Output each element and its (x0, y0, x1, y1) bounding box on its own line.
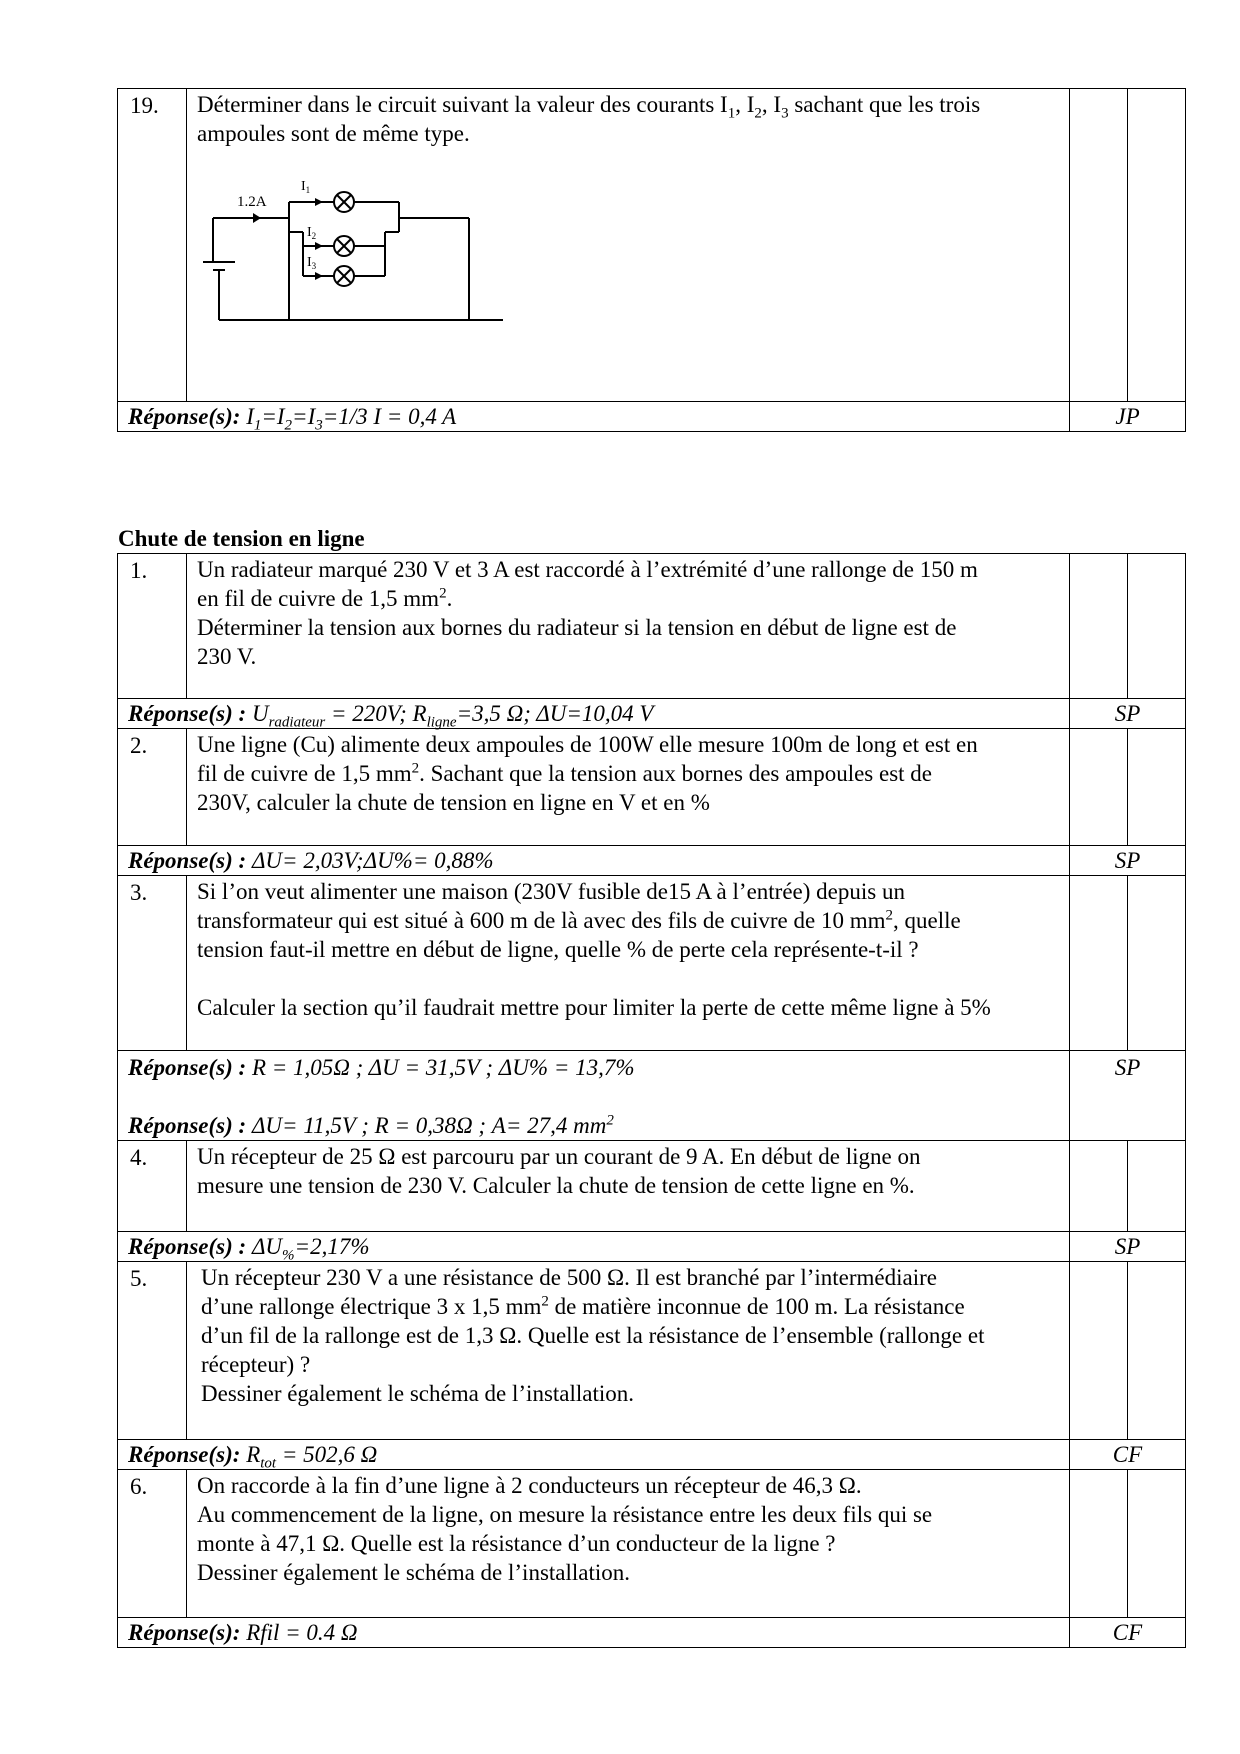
answer-row (118, 1232, 1186, 1262)
current-arrow-i3 (315, 272, 323, 280)
author-code: CF (1070, 1618, 1186, 1648)
questions-block (117, 553, 1186, 1648)
parallel-circuit-diagram (203, 172, 503, 362)
answer-row (118, 1618, 1186, 1648)
mark-cell (1070, 89, 1128, 402)
current-arrow-i1 (315, 198, 323, 206)
mark-cell (1070, 729, 1128, 846)
branch-label-i3: $I_3$ (307, 255, 317, 271)
answer-text: Réponse(s) : ΔU= 2,03V;ΔU%= 0,88% (118, 846, 1070, 876)
mark-cell (1070, 1470, 1128, 1618)
mark-cell (1128, 89, 1186, 402)
mark-cell (1070, 554, 1128, 699)
mark-cell (1128, 1470, 1186, 1618)
answer-text: Réponse(s): $I_1=I_2=I_3=1/3$ I = 0,4 A (118, 402, 1070, 432)
question-number: 1. (118, 554, 187, 699)
current-arrow (253, 213, 261, 223)
author-code: SP (1070, 699, 1186, 729)
mark-cell (1070, 1262, 1128, 1440)
question-19-table (117, 88, 1186, 432)
question-text: Si l’on veut alimenter une maison (230V fusible de15 A à l’entrée) depuis un transformateur qui est situé à 600 m de là avec des fils de cuivre de 10 $mm^2$, quelle tension faut-il mettre en début de ligne, quelle % de perte cela représente-t-il ? Calculer la section qu’il faudrait mettre pour limiter la perte de cette même ligne à 5% (187, 876, 1070, 1051)
mark-cell (1070, 876, 1128, 1051)
answer-row (118, 846, 1186, 876)
answer-row (118, 402, 1186, 432)
mark-cell (1128, 1262, 1186, 1440)
answer-row (118, 1440, 1186, 1470)
question-number: 2. (118, 729, 187, 846)
current-arrow-i2 (315, 242, 323, 250)
author-code: JP (1070, 402, 1186, 432)
branch-label-i1: $I_1$ (301, 179, 311, 195)
question-number: 4. (118, 1141, 187, 1232)
question-row (118, 729, 1186, 846)
answer-text: Réponse(s) : $\Delta U_{\%}=2,17\%$ (118, 1232, 1070, 1262)
question-text: Un récepteur de 25 Ω est parcouru par un courant de 9 A. En début de ligne on mesure une tension de 230 V. Calculer la chute de tension de cette ligne en %. (187, 1141, 1070, 1232)
mark-cell (1070, 1141, 1128, 1232)
author-code: SP (1070, 846, 1186, 876)
answer-row (118, 1051, 1186, 1141)
question-number: 3. (118, 876, 187, 1051)
answer-text: Réponse(s) : R = 1,05Ω ; ΔU = 31,5V ; ΔU% = 13,7% Réponse(s) : ΔU= 11,5V ; R = 0,38Ω ; A= 27,4 $mm^2$ (118, 1051, 1070, 1141)
answer-text: Réponse(s): Rfil = 0.4 Ω (118, 1618, 1070, 1648)
question-row (118, 1262, 1186, 1440)
author-code: CF (1070, 1440, 1186, 1470)
question-number: 19. (118, 89, 187, 402)
question-text: Déterminer dans le circuit suivant la valeur des courants $I_1$, $I_2$, $I_3$ sachant que les trois ampoules sont de même type. 1.2A $I_1$ $I_2$ $I_3$ (187, 89, 1070, 402)
question-text: On raccorde à la fin d’une ligne à 2 conducteurs un récepteur de 46,3 Ω. Au commencement de la ligne, on mesure la résistance entre les deux fils qui se monte à 47,1 Ω. Quelle est la résistance d’un conducteur de la ligne ? Dessiner également le schéma de l’installation. (187, 1470, 1070, 1618)
total-current-label: 1.2A (237, 194, 267, 210)
question-text: Une ligne (Cu) alimente deux ampoules de 100W elle mesure 100m de long et est en fil de cuivre de 1,5 $mm^2$. Sachant que la tension aux bornes des ampoules est de 230V, calculer la chute de tension en ligne en V et en % (187, 729, 1070, 846)
question-text: Un radiateur marqué 230 V et 3 A est raccordé à l’extrémité d’une rallonge de 150 m en fil de cuivre de 1,5 $mm^2$. Déterminer la tension aux bornes du radiateur si la tension en début de ligne est de 230 V. (187, 554, 1070, 699)
question-row (118, 1470, 1186, 1618)
question-19-block (117, 88, 1186, 432)
answer-text: Réponse(s): $R_{tot} = 502,6$ Ω (118, 1440, 1070, 1470)
question-row (118, 1141, 1186, 1232)
mark-cell (1128, 729, 1186, 846)
answer-row (118, 699, 1186, 729)
question-number: 6. (118, 1470, 187, 1618)
author-code: SP (1070, 1232, 1186, 1262)
branch-label-i2: $I_2$ (307, 225, 317, 241)
mark-cell (1128, 1141, 1186, 1232)
author-code: SP (1070, 1051, 1186, 1141)
mark-cell (1128, 554, 1186, 699)
mark-cell (1128, 876, 1186, 1051)
question-row (118, 876, 1186, 1051)
section-heading: Chute de tension en ligne (118, 526, 365, 551)
answer-text: Réponse(s) : $U_{radiateur} = 220V$; $R_{ligne}=3,5$ Ω; ΔU=10,04 V (118, 699, 1070, 729)
question-text: Un récepteur 230 V a une résistance de 500 Ω. Il est branché par l’intermédiaire d’une rallonge électrique 3 x 1,5 $mm^2$ de matière inconnue de 100 m. La résistance d’un fil de la rallonge est de 1,3 Ω. Quelle est la résistance de l’ensemble (rallonge et récepteur) ? Dessiner également le schéma de l’installation. (187, 1262, 1070, 1440)
question-row (118, 554, 1186, 699)
questions-table (117, 553, 1186, 1648)
question-number: 5. (118, 1262, 187, 1440)
